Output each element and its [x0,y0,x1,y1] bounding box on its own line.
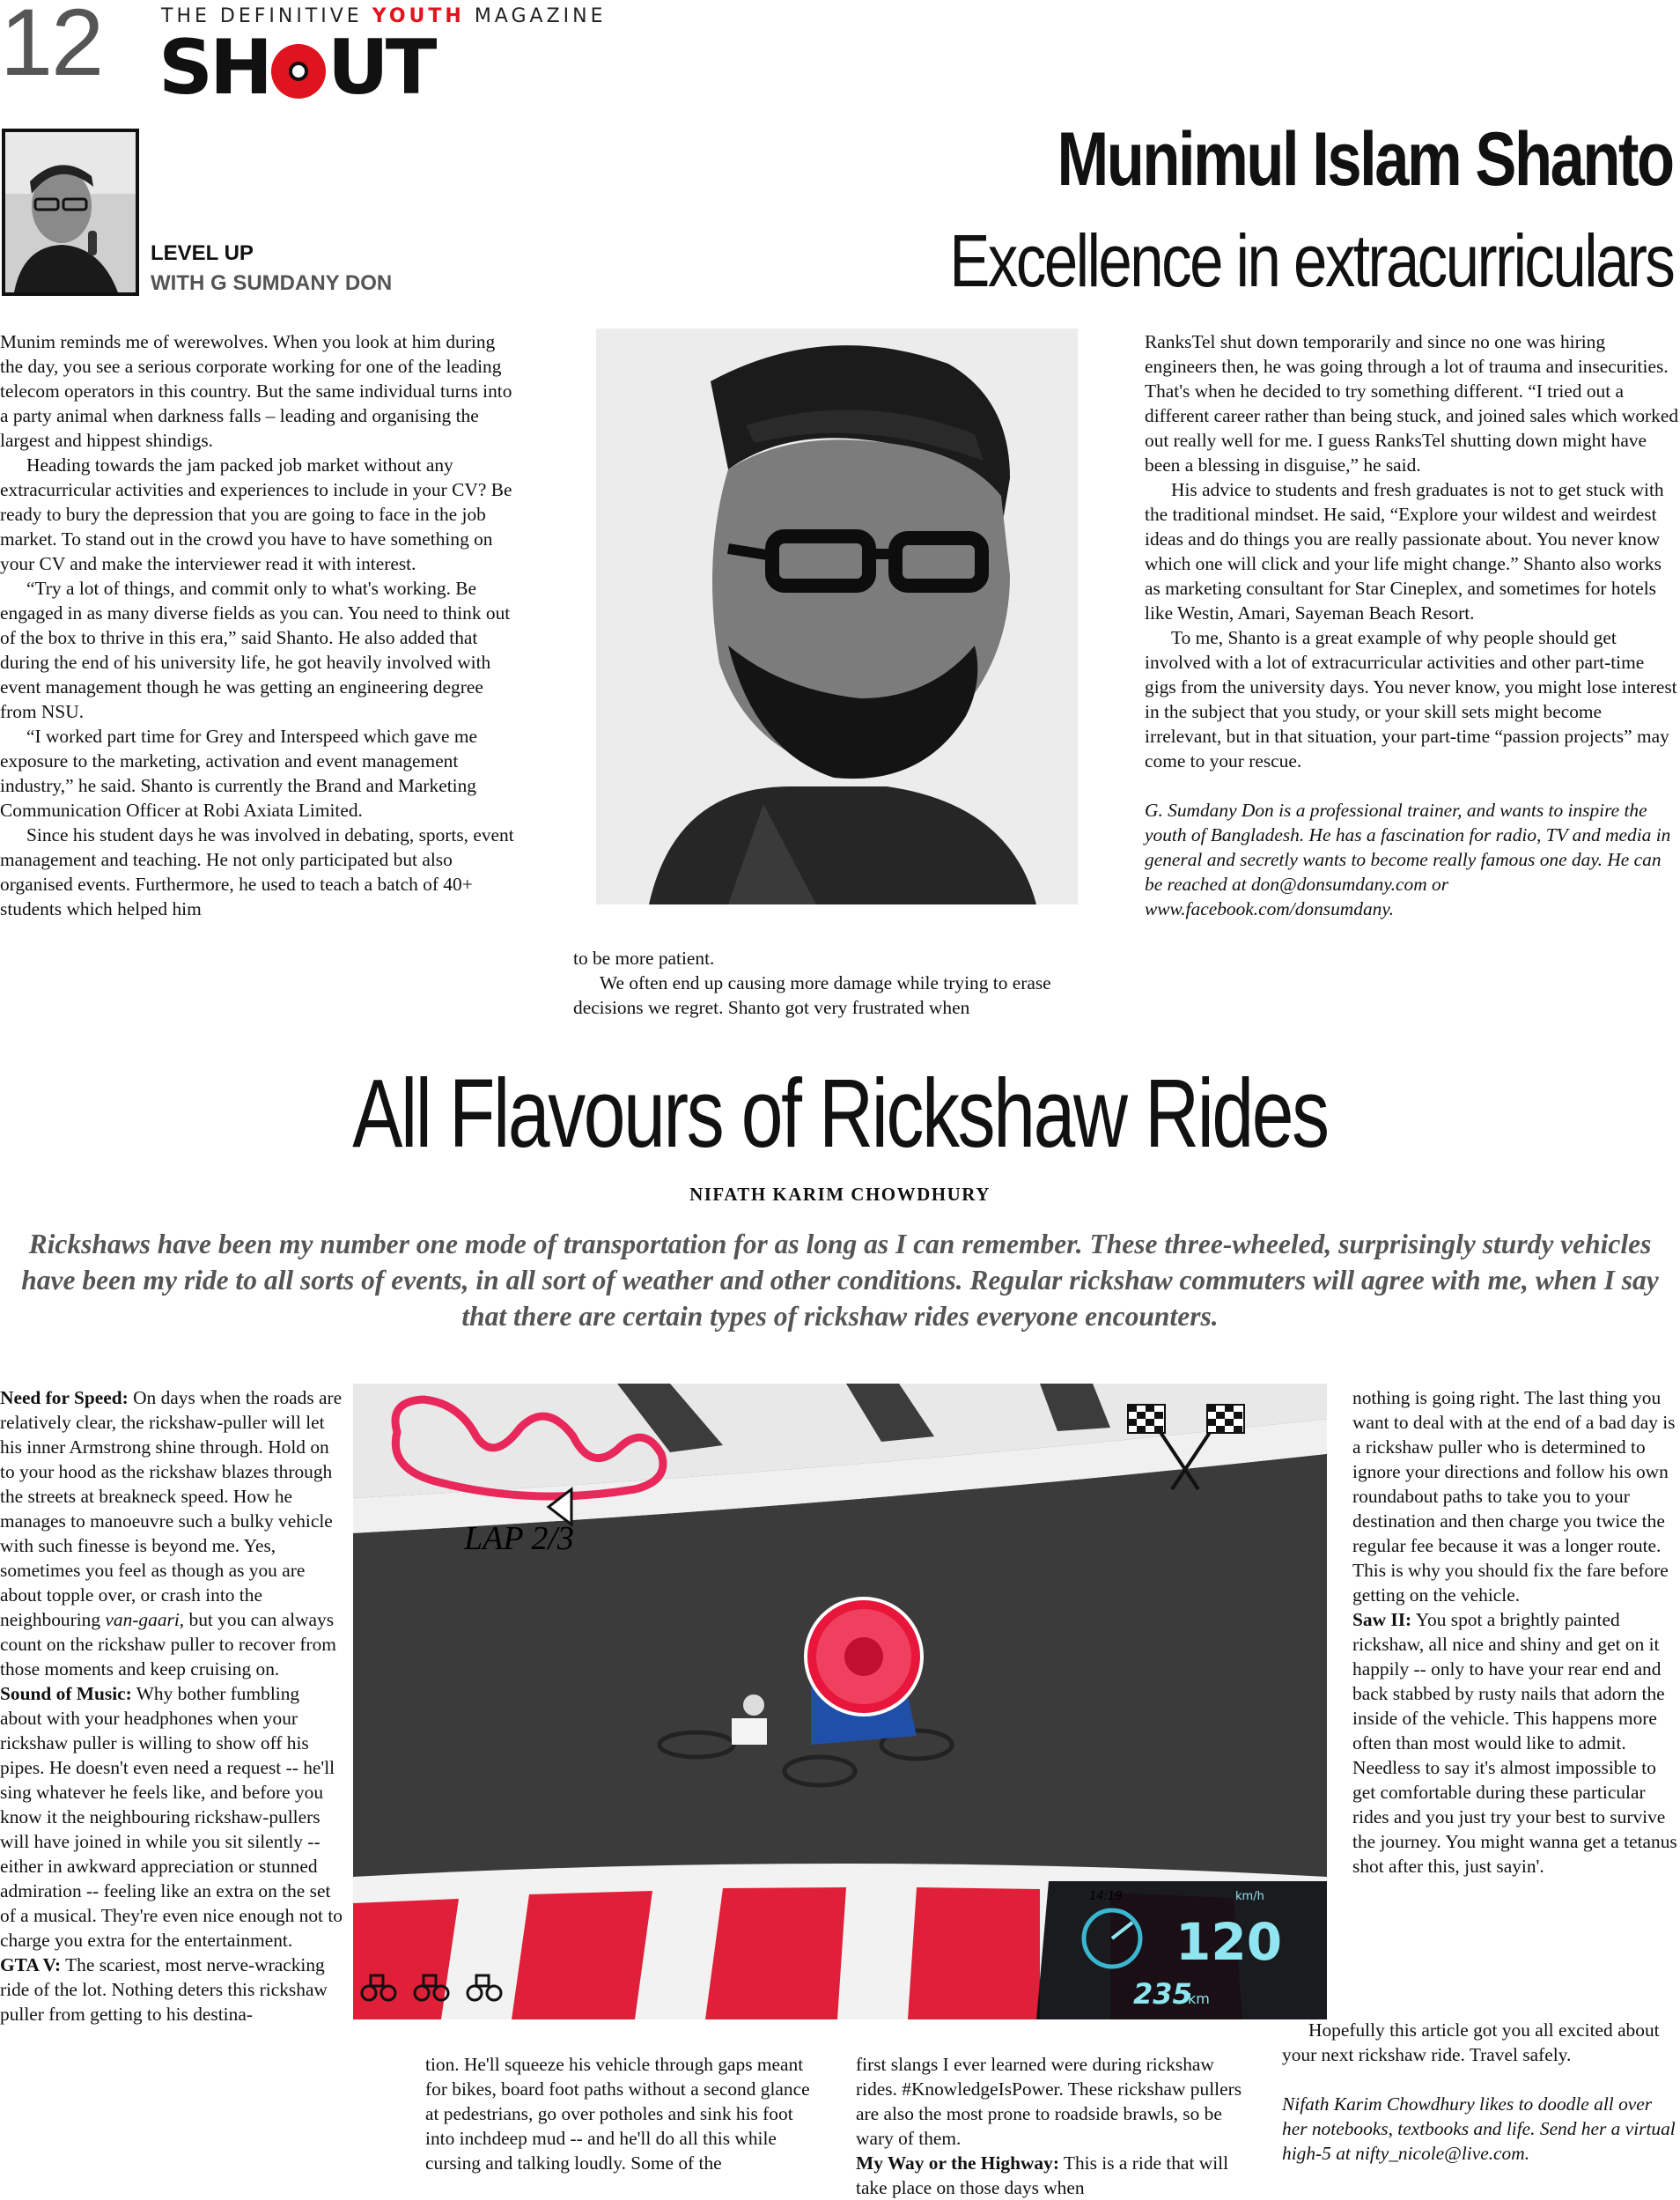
tagline-highlight: YOUTH [372,5,465,27]
section-gta-v [0,1953,343,2027]
article2-title-text: All Flavours of Rickshaw Rides [352,1059,1328,1168]
shanto-portrait [596,329,1078,904]
hud-distance: 235 [1133,1977,1192,2011]
section-head: Sound of Music: [0,1683,132,1704]
page-number: 12 [0,0,103,95]
paragraph: Since his student days he was involved in debating, sports, event management and teaching. He not only participated but also organised events. Furthermore, he used to teach a batch of 40+ students which helped him [0,824,514,919]
article2-intro: Rickshaws have been my number one mode of transportation for as long as I can remember. These three-wheeled, surprisingly sturdy vehicles have been my ride to all sorts of events, in all sort of weather and other conditions. Regular rickshaw commuters will agree with me, when I say that there are certain types of rickshaw rides everyone encounters. [21,1229,1659,1332]
article2-byline: NIFATH KARIM CHOWDHURY [689,1184,991,1205]
article1-column-2 [573,946,1110,1020]
paragraph: “I worked part time for Grey and Interspeed which gave me exposure to the marketing, activation and event management industry,” he said. Shanto is currently the Brand and Marketing Communication Officer at Robi Axiata Limited. [0,726,477,821]
brand-end: UT [327,24,434,112]
article2-column-1 [0,1385,343,2027]
article1-subtitle: Excellence in extracurriculars [949,219,1673,302]
columnist-headshot [2,129,139,296]
article2-column-4 [1352,1385,1680,1879]
tagline-after: MAGAZINE [474,5,607,27]
section-head: My Way or the Highway: [856,2152,1059,2174]
paragraph: RanksTel shut down temporarily and since no one was hiring engineers then, he was going through a lot of trauma and insecurities. That's when he decided to try something different. “I tried out a different career rather than being stuck, and joined sales which worked out really well for me. I guess RanksTel shutting down might have been a blessing in disguise,” he said. [1145,331,1679,476]
article2-closing [1282,2018,1680,2166]
paragraph: Heading towards the jam packed job market without any extracurricular activities and experiences to include in your CV? Be ready to bury the depression that you are going to face in the job market. To stand out in the crowd you have to have something on your CV and make the interviewer read it with interest. [0,454,512,574]
paragraph: His advice to students and fresh graduates is not to get stuck with the traditional mindset. He said, “Explore your wildest and weirdest ideas and do things you are really passionate about. You never know which one will click and your life might change.” Shanto also works as marketing consultant for Star Cineplex, and sometimes for hotels like Westin, Amari, Sayeman Beach Resort. [1145,479,1664,624]
paragraph: first slangs I ever learned were during rickshaw rides. #KnowledgeIsPower. These rickshaw pullers are also the most prone to roadside brawls, so be wary of them. [856,2054,1242,2149]
section-text: The scariest, most nerve-wracking ride of the lot. Nothing deters this rickshaw puller from getting to his destina- [0,1954,328,2025]
section-italic: van-gaari [105,1609,180,1630]
brand-start: SH [158,24,269,112]
brand-logo [158,24,434,112]
hud-speed: 120 [1175,1912,1283,1972]
paragraph: nothing is going right. The last thing you want to deal with at the end of a bad day is a rickshaw puller who is determined to ignore your directions and follow his own roundabout paths to take you to your destination and then charge you twice the regular fee because it was a longer route. This is why you should fix the fare before getting on the vehicle. [1352,1387,1676,1606]
paragraph: “Try a lot of things, and commit only to what's working. Be engaged in as many diverse fields as you can. You need to think out of the box to thrive in this era,” said Shanto. He also added that during the end of his university life, he got heavily involved with event management though he was getting an engineering degree from NSU. [0,578,511,722]
article1-title: Munimul Islam Shanto [1057,117,1673,202]
article2-column-2 [425,2052,823,2175]
section-need-for-speed [0,1385,343,1681]
author-note: G. Sumdany Don is a professional trainer, and wants to inspire the youth of Bangladesh. He has a fascination for radio, TV and media in general and secretly wants to become really famous one day. He can be reached at don@donsumdany.com or www.facebook.com/donsumdany. [1145,800,1671,919]
paragraph: to be more patient. [573,948,715,969]
paragraph: Munim reminds me of werewolves. When you look at him during the day, you see a serious corporate working for one of the leading telecom operators in this country. But the same individual turns into a party animal when darkness falls – leading and organising the largest and hippest shindigs. [0,331,512,451]
lap-counter: LAP 2/3 [464,1520,574,1557]
section-text: , but you can always count on the rickshaw puller to recover from those moments and keep cruising on. [0,1609,336,1680]
hud-time: 14:19 [1089,1890,1123,1903]
tagline-before: THE DEFINITIVE [161,5,363,27]
hud-distance-unit: km [1188,1990,1210,2007]
section-my-way [856,2151,1254,2200]
article2-column-3 [856,2052,1254,2200]
article1-column-1 [0,329,519,921]
hud-speed-unit: km/h [1235,1890,1264,1903]
section-text: Why bother fumbling about with your headphones when your rickshaw puller is willing to show off his pipes. He doesn't even need a request -- he'll sing whatever he feels like, and before you know it the neighbouring rickshaw-pullers will have joined in while you sit silently -- either in awkward appreciation or stunned admiration -- feeling like an extra on the set of a musical. They're even nice enough not to charge you extra for the entertainment. [0,1683,343,1951]
section-head: GTA V: [0,1954,62,1975]
section-sound-of-music [0,1681,343,1953]
speedometer-hud [1036,1881,1327,2019]
paragraph: tion. He'll squeeze his vehicle through gaps meant for bikes, board foot paths without a second glance at pedestrians, go over potholes and sink his foot into inchdeep mud -- and he'll do all this while cursing and talking loudly. Some of the [425,2054,810,2174]
section-head: Need for Speed: [0,1387,129,1408]
paragraph: To me, Shanto is a great example of why people should get involved with a lot of extracurricular activities and other part-time gigs from the university days. You never know, you might lose interest in the subject that you study, or your skill sets might become irrelevant, but in that situation, your part-time “passion projects” may come to your rescue. [1145,627,1677,771]
rickshaw-race-illustration [353,1384,1327,2019]
section-text: This is a ride that will take place on those days when [856,2152,1229,2198]
section-head: Saw II: [1352,1609,1412,1630]
paragraph: Hopefully this article got you all excited about your next rickshaw ride. Travel safely. [1282,2019,1660,2065]
author-note: Nifath Karim Chowdhury likes to doodle all over her notebooks, textbooks and life. Send her a virtual high-5 at nifty_nicole@live.com. [1282,2093,1676,2164]
section-text: You spot a brightly painted rickshaw, all nice and shiny and get on it happily -- only to have your rear end and back stabbed by rusty nails that adorn the inside of the vehicle. This happens more often than most would like to admit. Needless to say it's almost impossible to get comfortable during these particular rides and you just try your best to survive the journey. You might wanna get a tetanus shot after this, just sayin'. [1352,1609,1677,1877]
brand-target-icon [271,44,326,99]
column-author: WITH G SUMDANY DON [151,271,393,295]
article1-column-3 [1145,329,1680,921]
section-text: On days when the roads are relatively clear, the rickshaw-puller will let his inner Armstrong shine through. Hold on to your hood as the rickshaw blazes through the streets at breakneck speed. How he manages to manoeuvre such a bulky vehicle with such finesse is beyond me. Yes, sometimes you feel as though as you are about topple over, or crash into the neighbouring [0,1387,343,1630]
section-saw-ii [1352,1607,1680,1879]
column-label: LEVEL UP [151,241,254,265]
article2-title [0,1059,1680,1168]
paragraph: We often end up causing more damage while trying to erase decisions we regret. Shanto got very frustrated when [573,972,1051,1018]
